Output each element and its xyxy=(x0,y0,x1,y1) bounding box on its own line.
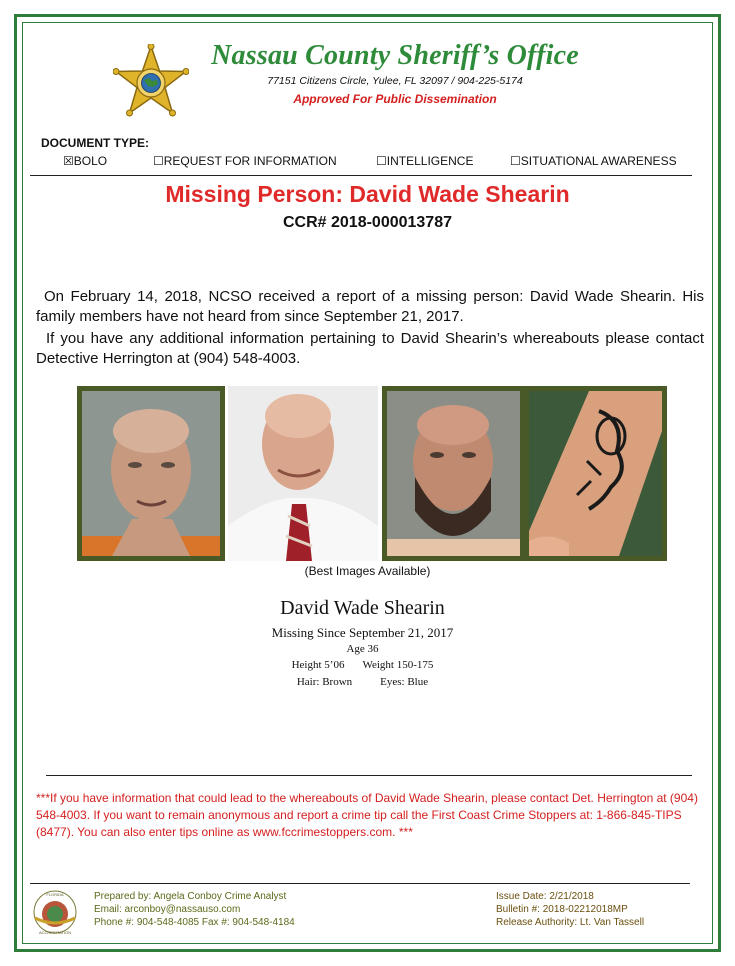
tattoo-arm-photo xyxy=(524,386,667,561)
doctype-option-label: INTELLIGENCE xyxy=(386,154,474,168)
doctype-option-request xyxy=(153,154,337,168)
booking-photo-bearded xyxy=(382,386,525,561)
checkbox-checked-icon: ☒ xyxy=(63,154,74,168)
disclaimer-divider xyxy=(46,775,692,776)
crime-stoppers-notice: ***If you have information that could lead to the whereabouts of David Wade Shearin, please contact Det. Herrington at (904) 548-4003. If you want to remain anonymous and report a crime tip call the First Coast Crime Stoppers at: 1-866-845-TIPS (8477). You can also enter tips online as www.fccrimestoppers.com. *** xyxy=(36,791,698,839)
footer-email: Email: arconboy@nassauso.com xyxy=(94,904,241,915)
agency-address: 77151 Citizens Circle, Yulee, FL 32097 / 904-225-5174 xyxy=(267,75,523,87)
doctype-option-situational xyxy=(510,154,677,168)
doctype-option-label: REQUEST FOR INFORMATION xyxy=(163,154,337,168)
footer-prepared-by: Prepared by: Angela Conboy Crime Analyst xyxy=(94,891,287,902)
subject-eyes: Eyes: Blue xyxy=(380,676,429,688)
checkbox-empty-icon: ☐ xyxy=(510,154,521,168)
header-divider xyxy=(30,175,692,176)
footer-divider xyxy=(30,883,690,884)
doctype-option-label: BOLO xyxy=(73,154,108,168)
accreditation-seal-icon xyxy=(27,888,83,936)
agency-name: Nassau County Sheriff’s Office xyxy=(211,40,579,71)
checkbox-empty-icon: ☐ xyxy=(153,154,164,168)
subject-name: David Wade Shearin xyxy=(280,597,445,619)
portrait-photo xyxy=(228,386,378,561)
subject-weight: Weight 150-175 xyxy=(362,659,434,671)
sheriff-star-icon xyxy=(113,44,189,122)
checkbox-empty-icon: ☐ xyxy=(376,154,387,168)
doctype-option-bolo xyxy=(63,154,107,168)
photo-caption: (Best Images Available) xyxy=(304,564,431,578)
approval-notice: Approved For Public Dissemination xyxy=(293,92,497,106)
document-type-label: DOCUMENT TYPE: xyxy=(41,136,149,150)
body-paragraph-1: On February 14, 2018, NCSO received a report of a missing person: David Wade Shearin. His family members have not heard from since September 21, 2017. xyxy=(36,288,704,325)
doctype-option-label: SITUATIONAL AWARENESS xyxy=(520,154,677,168)
footer-bulletin-number: Bulletin #: 2018-02212018MP xyxy=(496,904,628,915)
subject-hair: Hair: Brown xyxy=(296,676,353,688)
height-weight-row xyxy=(0,659,725,671)
bulletin-title: Missing Person: David Wade Shearin xyxy=(165,181,570,207)
doctype-option-intelligence xyxy=(376,154,473,168)
missing-since: Missing Since September 21, 2017 xyxy=(271,625,454,640)
ccr-number: CCR# 2018-000013787 xyxy=(282,214,452,231)
booking-photo-1 xyxy=(77,386,225,561)
subject-height: Height 5’06 xyxy=(291,659,345,671)
footer-release-authority: Release Authority: Lt. Van Tassell xyxy=(496,917,645,928)
footer-phone: Phone #: 904-548-4085 Fax #: 904-548-4184 xyxy=(94,917,295,928)
subject-age: Age 36 xyxy=(346,643,379,655)
hair-eyes-row xyxy=(0,676,725,688)
svg-text:ACCREDITATION: ACCREDITATION xyxy=(38,930,72,935)
footer-issue-date: Issue Date: 2/21/2018 xyxy=(496,891,594,902)
body-paragraph-2: If you have any additional information pertaining to David Shearin’s whereabouts please contact Detective Herrington at (904) 548-4003. xyxy=(36,330,704,367)
svg-text:FLORIDA: FLORIDA xyxy=(46,892,64,897)
